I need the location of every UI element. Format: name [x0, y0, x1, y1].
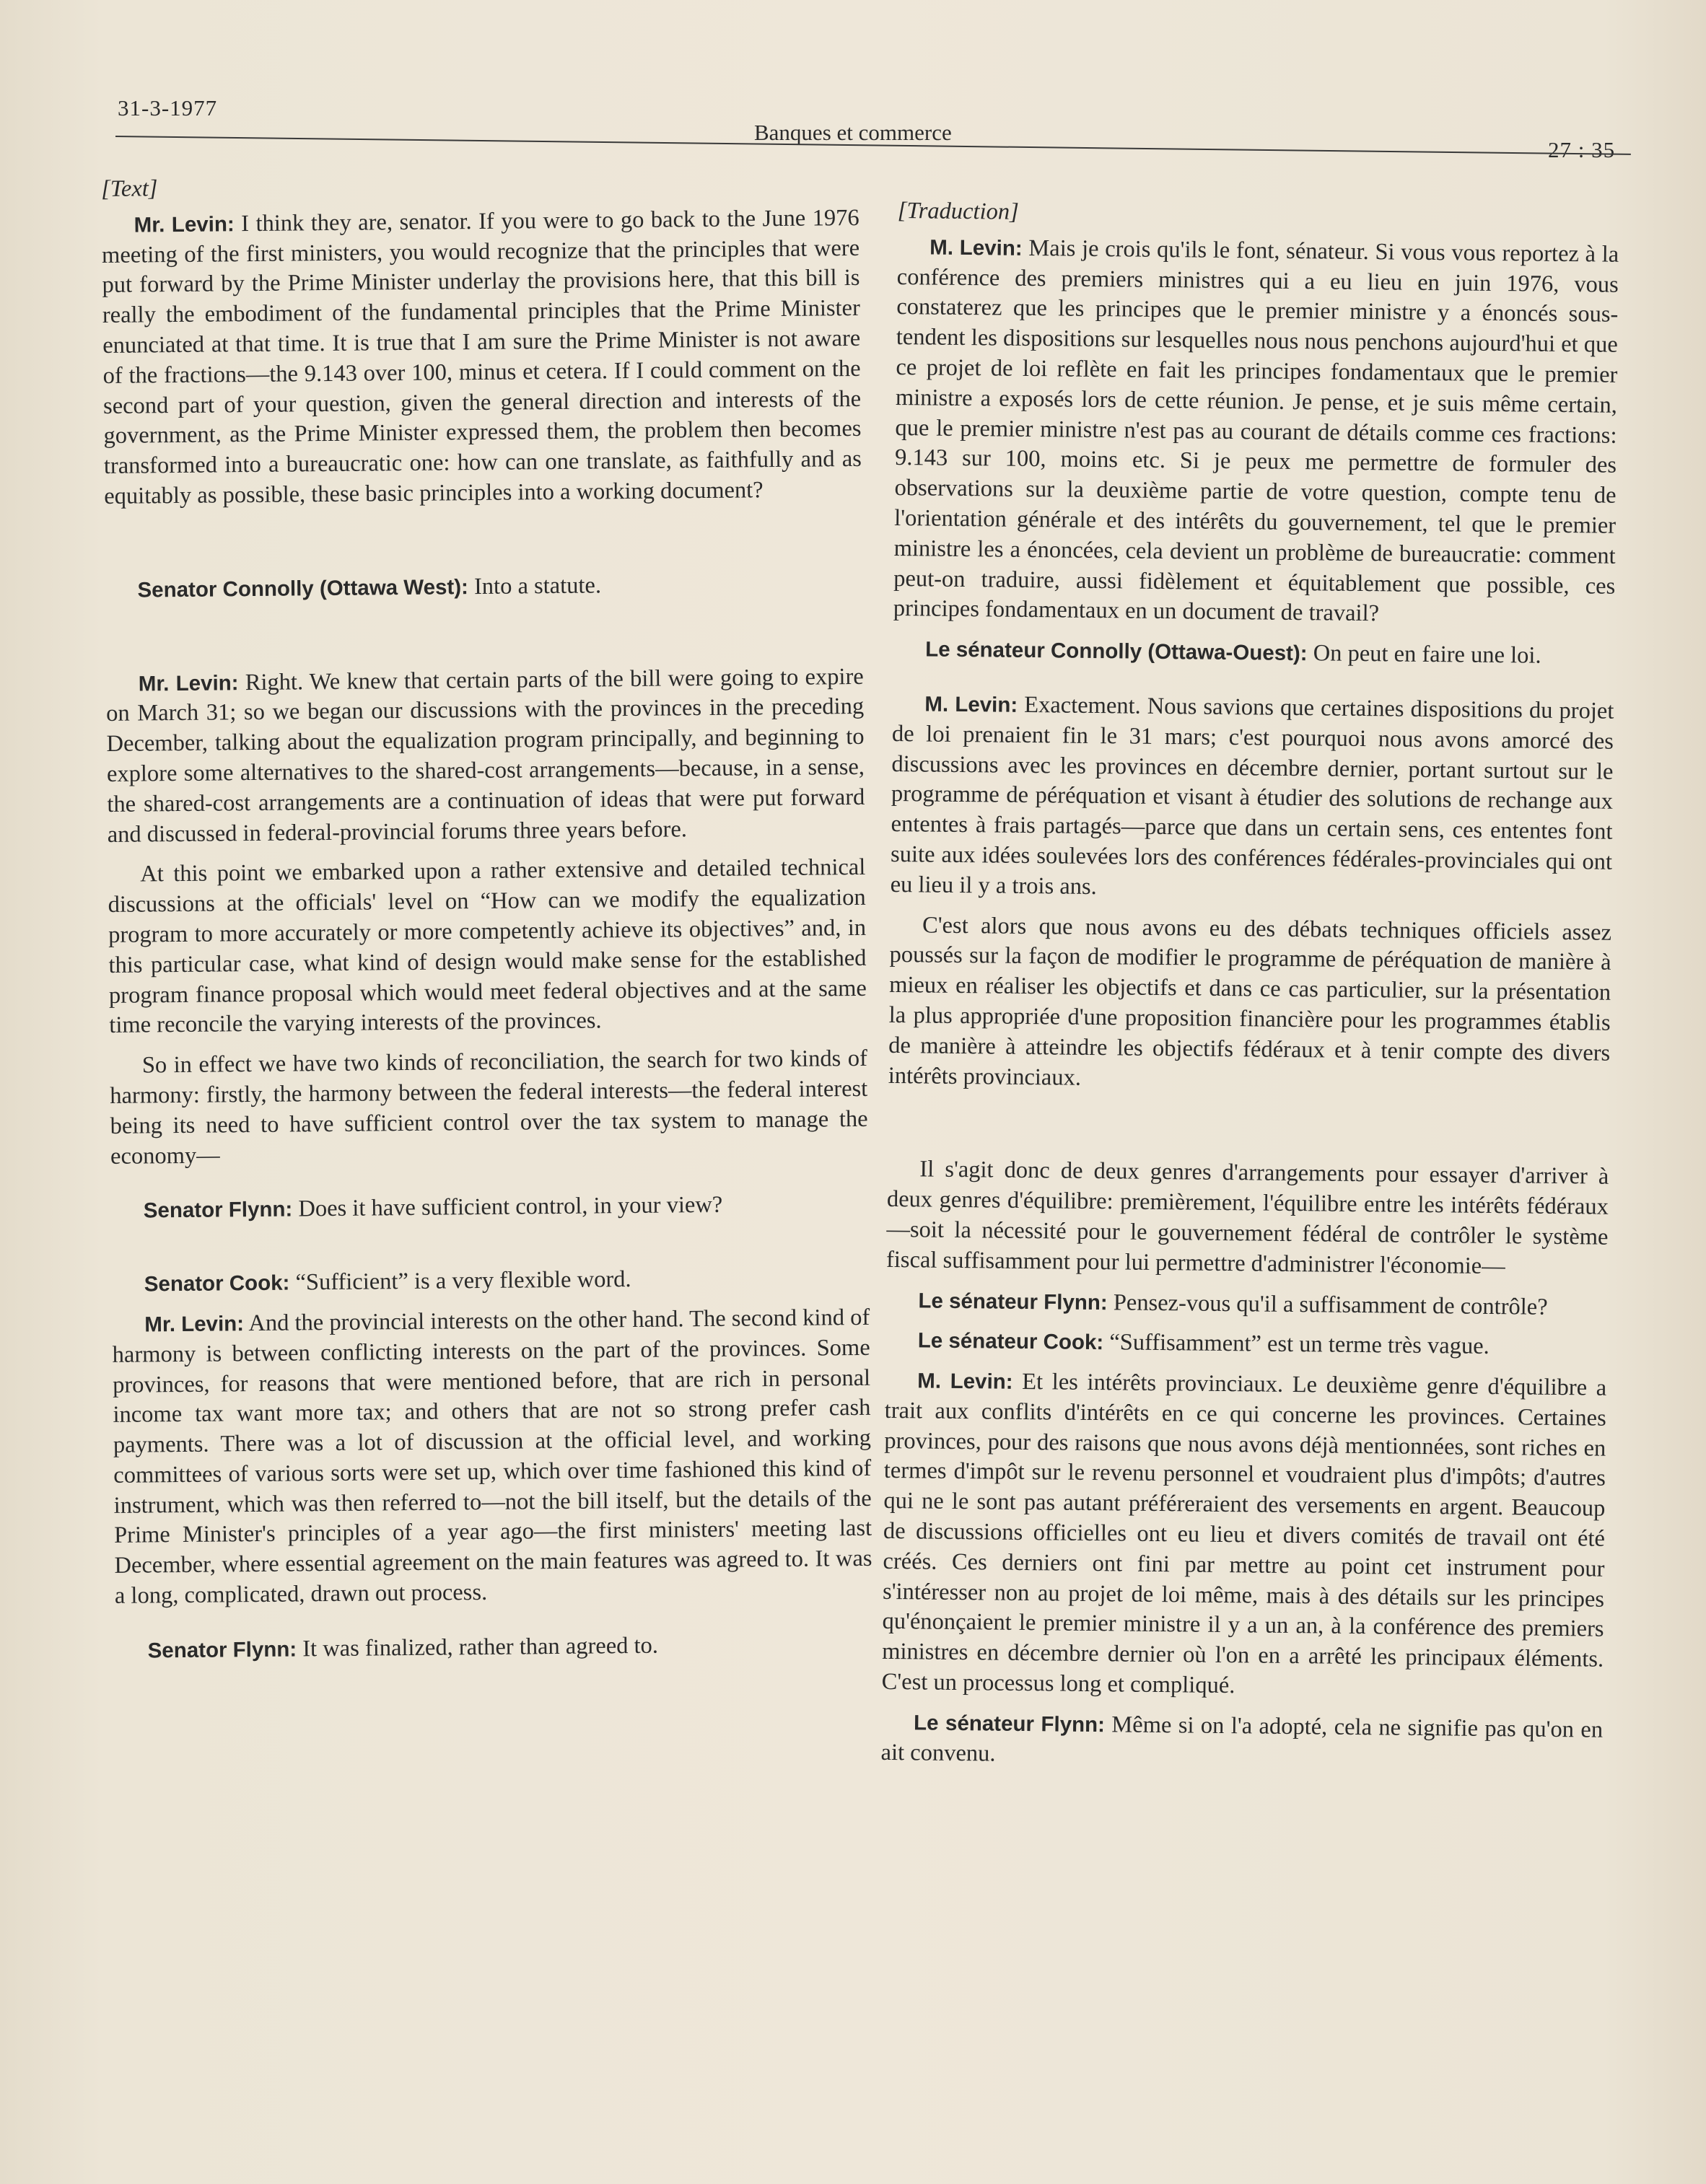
paragraph-text: And the provincial interests on the other hand. The second kind of harmony is between conflicting interests on the part of the provinces. Some provinces, for reasons that were mentioned before, that are rich in personal income tax want more tax; and others that are not so strong prefer cash payments. There was a lot of discussion at the official level, and working committees of various sorts were set up, which over time fashioned this kind of instrument, which was then referred to—not the bill itself, but the details of the Prime Minister's principles of a year ago—the first ministers' meeting last December, where essential agreement on the main features was agreed to. It was a long, complicated, drawn out process. — [112, 1304, 872, 1609]
paragraph-text: Does it have sufficient control, in your view? — [298, 1192, 723, 1222]
paragraph — [893, 634, 1614, 672]
paragraph-text: So in effect we have two kinds of reconciliation, the search for two kinds of harmony: firstly, the harmony between the federal interests—the federal interest being its need to have sufficient control over the tax system to manage the economy— — [110, 1045, 868, 1170]
language-tag: [Text] — [101, 175, 158, 202]
paragraph-text: Into a statute. — [473, 572, 602, 600]
paragraph — [115, 1629, 872, 1667]
paragraph — [886, 1154, 1609, 1283]
paragraph-text: Il s'agit donc de deux genres d'arrangements pour essayer d'arriver à deux genres d'équilibre: premièrement, l'équilibre entre les intérêts fédéraux—soit la nécessité pour le gouvernement fédéral de contrôler le système fiscal suffisamment pour lui permettre d'administrer l'économie— — [885, 1156, 1609, 1279]
paragraph-text: Right. We knew that certain parts of the bill were going to expire on March 31; so we began our discussions with the provinces in the preceding December, talking about the equalization program principally, and beginning to explore some alternatives to the shared-cost arrangements—because, in a sense, the shared-cost arrangements are a continuation of ideas that were put forward and discussed in federal-provincial forums three years before. — [106, 663, 865, 848]
speaker-name: Senator Flynn: — [143, 1197, 293, 1223]
paragraph — [885, 1325, 1607, 1364]
paragraph-text: At this point we embarked upon a rather extensive and detailed technical discussions at the officials' level on “How can we modify the equalization program to more accurately or more competently achieve its objectives” and, in this particular case, what kind of design would make sense for the established program finance proposal which would meet federal objectives and at the same time reconcile the varying interests of the provinces. — [108, 854, 867, 1039]
paragraph — [101, 203, 862, 512]
paragraph — [111, 1189, 869, 1227]
speaker-name: Mr. Levin: — [144, 1312, 245, 1337]
speaker-name: Mr. Levin: — [138, 670, 239, 696]
speaker-name: Le sénateur Flynn: — [918, 1288, 1108, 1315]
speaker-name: Senator Flynn: — [147, 1637, 297, 1663]
paragraph-text: I think they are, senator. If you were to go back to the June 1976 meeting of the first ministers, you would recognize that the principles that were put forward by the Prime Minister underlay the provisions here, that this bill is really the embodiment of the fundamental principles that the Prime Minister enunciated at that time. It is true that I am sure the Prime Minister is not aware of the fractions—the 9.143 over 100, minus et cetera. If I could comment on the second part of your question, given the general direction and interests of the government, as the Prime Minister expressed them, the problem then becomes transformed into a bureaucratic one: how can one translate, as faithfully and as equitably as possible, these basic principles into a working document? — [101, 204, 862, 509]
paragraph — [106, 662, 865, 850]
header-date: 31-3-1977 — [118, 95, 218, 120]
paragraph — [880, 1708, 1603, 1776]
paragraph-text: It was finalized, rather than agreed to. — [302, 1632, 659, 1662]
speaker-name: M. Levin: — [924, 692, 1018, 717]
speaker-name: Le sénateur Connolly (Ottawa-Ouest): — [925, 637, 1308, 666]
speaker-name: M. Levin: — [929, 235, 1023, 260]
speaker-name: Senator Cook: — [144, 1271, 290, 1297]
speaker-name: Senator Connolly (Ottawa West): — [137, 574, 469, 602]
paragraph — [110, 1044, 869, 1172]
paragraph — [885, 1285, 1607, 1323]
paragraph-text: Mais je crois qu'ils le font, sénateur. Si vous vous reportez à la conférence des premiers ministres qui a eu lieu en juin 1976, vous constaterez que les principes que le premier ministre y a énoncés sous-tendent les dispositions sur lesquelles nous nous penchons aujourd'hui et que ce projet de loi reflète en fait les principes fondamentaux que le premier ministre a exposés lors de cette réunion. Je pense, et je suis même certain, que le premier ministre n'est pas au courant de détails comme ces fractions: 9.143 sur 100, moins etc. Si je peux me permettre de formuler des observations sur la deuxième partie de votre question, compte tenu de l'orientation générale et des intérêts du gouvernement, tel que le premier ministre les a énoncées, cela devient un problème de bureaucratie: comment peut-on traduire, aussi fidèlement et équitablement que possible, ces principes fondamentaux en un document de travail? — [893, 234, 1619, 627]
paragraph-text: Exactement. Nous savions que certaines dispositions du projet de loi prenaient fin le 31 mars; c'est pourquoi nous avons amorcé des discussions avec les provinces en décembre dernier, portant surtout sur le programme de péréquation et visant à étudier des solutions de rechange aux ententes à frais partagés—parce que dans un certain sens, ces ententes font suite aux idées soulevées lors des conférences fédérales-provinciales qui ont eu lieu il y a trois ans. — [890, 691, 1614, 900]
paragraph — [890, 689, 1614, 908]
paragraph-text: Et les intérêts provinciaux. Le deuxième genre d'équilibre a trait aux conflits d'intérêts en ce qui concerne les provinces. Certaines provinces, pour des raisons que nous avons déjà mentionnées, sont riches en termes d'impôt sur le revenu personnel et voudraient plus d'impôts; d'autres qui ne le sont pas autant préféreraient des versements en argent. Beaucoup de discussions officielles ont eu lieu et divers comités de travail ont été créés. Ces derniers ont fini par mettre au point cet instrument pour s'intéresser non au projet de loi même, mais à des détails sur les principes qu'énonçaient le premier ministre il y a un an, à la conférence des premiers ministres en décembre dernier où l'on en a arrêté les principaux éléments. C'est un processus long et compliqué. — [881, 1369, 1607, 1699]
paragraph-text: Pensez-vous qu'il a suffisamment de contrôle? — [1113, 1289, 1548, 1320]
paragraph — [893, 232, 1619, 632]
paragraph-text: On peut en faire une loi. — [1313, 640, 1541, 669]
paragraph-text: C'est alors que nous avons eu des débats techniques officiels assez poussés sur la façon de modifier le programme de péréquation de manière à mieux en réaliser les objectifs et dans ce cas particulier, sur la présentation la plus appropriée d'une proposition financière pour les programmes établis de manière à atteindre les objectifs fédéraux et à tenir compte des divers intérêts provinciaux. — [888, 911, 1612, 1091]
paragraph — [105, 569, 862, 606]
paragraph — [888, 910, 1612, 1099]
paragraph — [108, 853, 867, 1041]
speaker-name: Le sénateur Flynn: — [913, 1711, 1106, 1737]
paragraph-text: “Sufficient” is a very flexible word. — [295, 1266, 631, 1296]
speaker-name: Mr. Levin: — [134, 212, 235, 237]
speaker-name: M. Levin: — [917, 1369, 1013, 1394]
right-column — [880, 196, 1619, 1776]
speaker-name: Le sénateur Cook: — [917, 1328, 1104, 1355]
language-tag: [Traduction] — [897, 197, 1019, 225]
paragraph — [112, 1263, 870, 1300]
paragraph — [881, 1366, 1606, 1706]
paragraph-text: “Suffisamment” est un terme très vague. — [1109, 1329, 1490, 1360]
header-title: Banques et commerce — [754, 120, 952, 145]
paragraph-text: Même si on l'a adopté, cela ne signifie pas qu'on en ait convenu. — [880, 1711, 1604, 1767]
header-page-number: 27 : 35 — [1548, 137, 1616, 162]
left-column — [101, 167, 873, 1667]
paragraph — [112, 1303, 872, 1612]
